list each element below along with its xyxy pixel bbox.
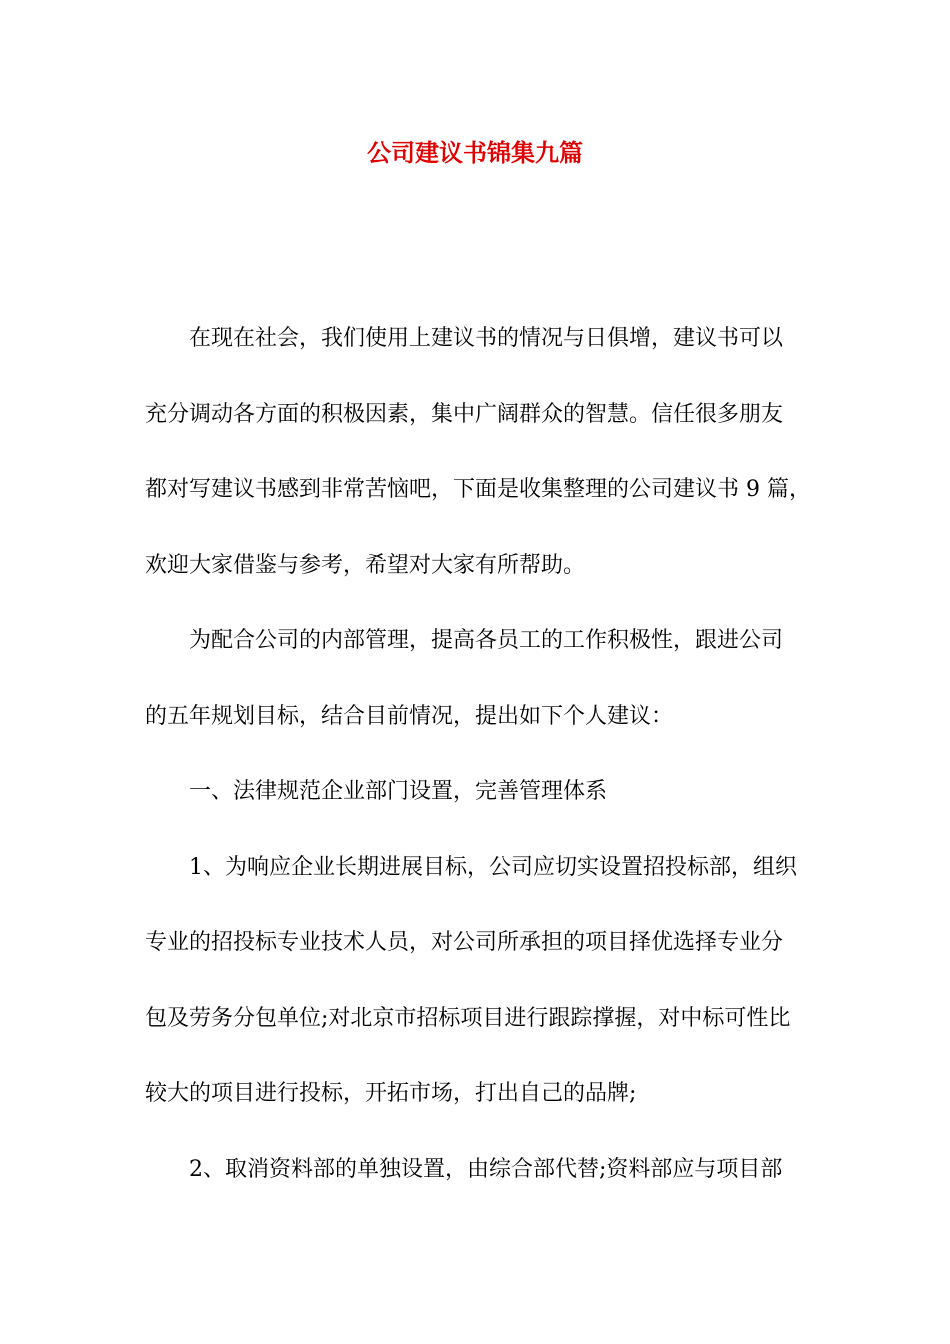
paragraph-line: 的五年规划目标，结合目前情况，提出如下个人建议： [145,703,674,729]
list-item-line: 较大的项目进行投标，开拓市场，打出自己的品牌; [145,1081,637,1106]
paragraph-line: 欢迎大家借鉴与参考，希望对大家有所帮助。 [145,552,586,578]
paragraph-line: 充分调动各方面的积极因素，集中广阔群众的智慧。信任很多朋友 [145,401,784,427]
list-item-line: 1、为响应企业长期进展目标，公司应切实设置招投标部，组织 [189,854,797,880]
paragraph-line: 在现在社会，我们使用上建议书的情况与日俱增，建议书可以 [189,326,784,351]
document-title: 公司建议书锦集九篇 [367,138,583,167]
paragraph-line: 都对写建议书感到非常苦恼吧，下面是收集整理的公司建议书 9 篇， [145,477,811,502]
document-body [145,322,810,1228]
list-item-line: 2、取消资料部的单独设置，由综合部代替;资料部应与项目部 [189,1156,783,1182]
list-item-line: 专业的招投标专业技术人员，对公司所承担的项目择优选择专业分 [145,930,784,955]
list-item-line: 包及劳务分包单位;对北京市招标项目进行跟踪撑握，对中标可性比 [145,1005,791,1031]
paragraph-line: 为配合公司的内部管理，提高各员工的工作积极性，跟进公司 [189,628,784,653]
section-heading: 一、法律规范企业部门设置，完善管理体系 [189,779,608,804]
